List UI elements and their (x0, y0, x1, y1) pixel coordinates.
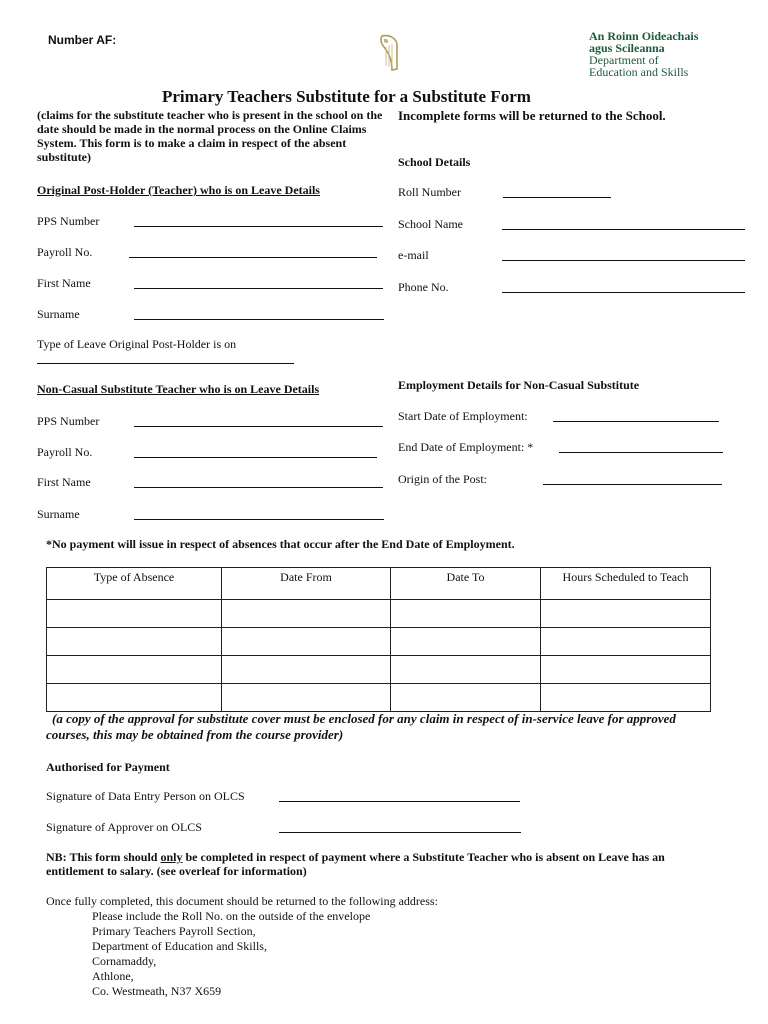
data-entry-signature-field[interactable] (279, 801, 520, 802)
table-cell[interactable] (47, 600, 222, 628)
return-address-line: Department of Education and Skills, (92, 939, 267, 953)
incomplete-note: Incomplete forms will be returned to the School. (398, 108, 666, 123)
employment-start-field[interactable] (553, 421, 719, 422)
table-cell[interactable] (47, 684, 222, 712)
employment-end-field[interactable] (559, 452, 723, 453)
table-cell[interactable] (222, 600, 391, 628)
table-cell[interactable] (222, 684, 391, 712)
table-cell[interactable] (541, 656, 711, 684)
page-title: Primary Teachers Substitute for a Substitute Form (162, 87, 531, 106)
table-cell[interactable] (541, 684, 711, 712)
original-pps-field[interactable] (134, 226, 383, 227)
return-address-line: Co. Westmeath, N37 X659 (92, 984, 222, 998)
school-phone-field[interactable] (502, 292, 745, 293)
approval-note: (a copy of the approval for substitute cover must be enclosed for any claim in respect of in-service leave for approved courses, this may be obtained from the course provider) (46, 711, 676, 742)
school-roll-field[interactable] (503, 197, 611, 198)
original-pps-label: PPS Number (37, 214, 100, 228)
dept-english-line2: Education and Skills (589, 65, 689, 79)
noncasual-payroll-label: Payroll No. (37, 445, 93, 459)
original-first-name-label: First Name (37, 276, 91, 290)
original-leave-type-label: Type of Leave Original Post-Holder is on (37, 337, 237, 351)
school-phone-label: Phone No. (398, 280, 449, 294)
employment-origin-label: Origin of the Post: (398, 472, 487, 486)
employment-section-heading: Employment Details for Non-Casual Substitute (398, 378, 640, 392)
table-cell[interactable] (47, 628, 222, 656)
table-cell[interactable] (222, 628, 391, 656)
noncasual-surname-field[interactable] (134, 519, 384, 520)
number-af-label: Number AF: (48, 33, 117, 47)
school-name-label: School Name (398, 217, 463, 231)
table-cell[interactable] (47, 656, 222, 684)
original-payroll-field[interactable] (129, 257, 377, 258)
absence-date-to-header: Date To (391, 568, 541, 600)
absence-hours-header: Hours Scheduled to Teach (541, 568, 711, 600)
return-address-line: Please include the Roll No. on the outside of the envelope (92, 909, 371, 923)
return-address-line: Primary Teachers Payroll Section, (92, 924, 256, 938)
table-cell[interactable] (391, 600, 541, 628)
return-address-block (92, 909, 370, 999)
school-email-label: e-mail (398, 248, 429, 262)
employment-start-label: Start Date of Employment: (398, 409, 528, 423)
original-surname-label: Surname (37, 307, 80, 321)
no-payment-note: *No payment will issue in respect of absences that occur after the End Date of Employment. (46, 537, 515, 551)
table-row (47, 684, 711, 712)
original-surname-field[interactable] (134, 319, 384, 320)
school-email-field[interactable] (502, 260, 745, 261)
nb-note-suffix: be completed in respect of payment where a Substitute Teacher who is absent on Leave has an entitlement to salary. (see overleaf for information) (46, 850, 665, 878)
noncasual-first-name-field[interactable] (134, 487, 383, 488)
original-payroll-label: Payroll No. (37, 245, 93, 259)
return-address-line: Athlone, (92, 969, 134, 983)
noncasual-payroll-field[interactable] (134, 457, 377, 458)
dept-irish-line1: An Roinn Oideachais (589, 29, 699, 43)
approver-signature-field[interactable] (279, 832, 521, 833)
nb-note-prefix: NB: This form should (46, 850, 161, 864)
dept-english-line1: Department of (589, 53, 659, 67)
table-cell[interactable] (541, 600, 711, 628)
table-row (47, 628, 711, 656)
noncasual-surname-label: Surname (37, 507, 80, 521)
absence-table (46, 567, 711, 712)
nb-note-emphasis: only (160, 850, 183, 864)
return-address-line: Cornamaddy, (92, 954, 157, 968)
table-cell[interactable] (391, 656, 541, 684)
absence-date-from-header: Date From (222, 568, 391, 600)
absence-table-header (47, 568, 711, 600)
school-roll-label: Roll Number (398, 185, 461, 199)
authorisation-heading: Authorised for Payment (46, 760, 170, 774)
noncasual-first-name-label: First Name (37, 475, 91, 489)
table-row (47, 600, 711, 628)
noncasual-pps-field[interactable] (134, 426, 383, 427)
approver-signature-label: Signature of Approver on OLCS (46, 820, 202, 834)
intro-note: (claims for the substitute teacher who is present in the school on the date should be made in the normal process on the Online Claims System. This form is to make a claim in respect of the absent substitute) (37, 108, 383, 164)
school-name-field[interactable] (502, 229, 745, 230)
table-cell[interactable] (222, 656, 391, 684)
table-cell[interactable] (541, 628, 711, 656)
table-row (47, 656, 711, 684)
noncasual-pps-label: PPS Number (37, 414, 100, 428)
dept-irish-line2: agus Scileanna (589, 41, 665, 55)
nb-note (46, 850, 716, 878)
employment-end-label: End Date of Employment: * (398, 440, 534, 454)
absence-type-header: Type of Absence (47, 568, 222, 600)
school-section-heading: School Details (398, 155, 471, 169)
table-cell[interactable] (391, 628, 541, 656)
employment-origin-field[interactable] (543, 484, 722, 485)
noncasual-section-heading: Non-Casual Substitute Teacher who is on Leave Details (37, 382, 320, 396)
return-address-intro: Once fully completed, this document should be returned to the following address: (46, 894, 438, 908)
original-first-name-field[interactable] (134, 288, 383, 289)
data-entry-signature-label: Signature of Data Entry Person on OLCS (46, 789, 245, 803)
harp-icon (378, 33, 400, 73)
original-section-heading: Original Post-Holder (Teacher) who is on Leave Details (37, 183, 320, 197)
original-leave-type-field[interactable] (37, 363, 294, 364)
table-cell[interactable] (391, 684, 541, 712)
